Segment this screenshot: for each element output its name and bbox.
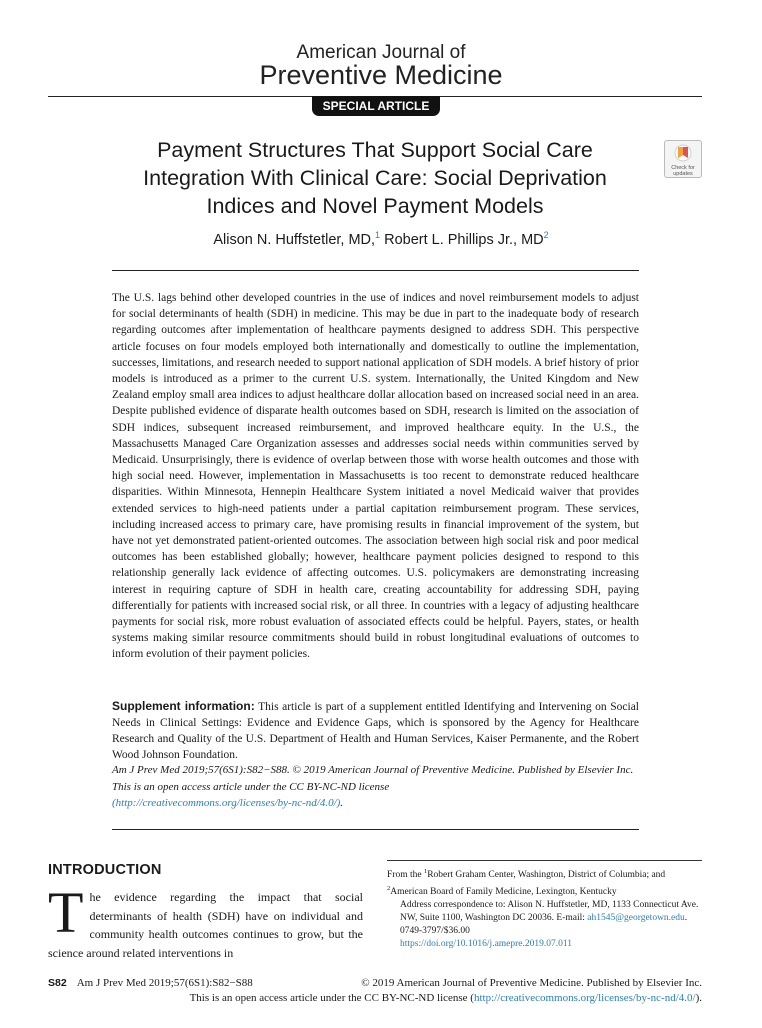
journal-name-line1: American Journal of [296, 42, 466, 63]
footer-license [48, 992, 702, 1004]
footer-citation: Am J Prev Med 2019;57(6S1):S82−S88 [76, 977, 253, 989]
introduction-heading: INTRODUCTION [48, 862, 162, 878]
correspondence [387, 899, 702, 925]
license-link[interactable]: (http://creativecommons.org/licenses/by-nc-nd/4.0/) [112, 797, 341, 809]
supplement-text: This article is part of a supplement entitled Identifying and Intervening on Social Needs in Clinical Settings: Evidence and Evidence Gaps, which is sponsored by the Agency for Healthcare Research and Quality of the U.S. Department of Health and Human Services, Kaiser Permanente, and the Robert Wood Johnson Foundation. [112, 701, 639, 761]
affiliation-rule [387, 860, 702, 861]
doi-link[interactable]: https://doi.org/10.1016/j.amepre.2019.07.011 [400, 939, 573, 950]
journal-name-line2: Preventive Medicine [259, 60, 503, 90]
citation-end: . [340, 797, 344, 809]
email-link[interactable]: ah1545@georgetown.edu [587, 913, 685, 924]
citation-text: Am J Prev Med 2019;57(6S1):S82−S88. © 2019 American Journal of Preventive Medicine. Published by Elsevier Inc. This is an open access article under the CC BY-NC-ND license [112, 764, 634, 793]
author-name: Robert L. Phillips Jr., MD [380, 231, 544, 248]
article-title: Payment Structures That Support Social Care Integration With Clinical Care: Social Deprivation Indices and Novel Payment Models [143, 138, 607, 218]
drop-cap: T [48, 880, 84, 945]
footer-license-link[interactable]: http://creativecommons.org/licenses/by-nc-nd/4.0/ [473, 992, 696, 1004]
author-list [0, 230, 762, 248]
abstract-text: The U.S. lags behind other developed countries in the use of indices and novel reimbursement models to adjust for social determinants of health (SDH) in medicine. This may be due in part to the inadequate body of research regarding outcomes after implementation of healthcare payments designed to address SDH. This perspective article focuses on four models employed both internationally and domestically to outline the implementation, successes, limitations, and research needed to support national application of SDH models. A brief history of prior models is introduced as a primer to the current U.S. system. Internationally, the United Kingdom and New Zealand employ small area indices to adjust healthcare dollar allocation based on increased social need in an area. Despite published evidence of disparate health outcomes based on SDH, research is limited on the association of SDH indices, subsequent increased reimbursement, and improved healthcare equity. In the U.S., the Massachusetts Managed Care Organization assesses and addresses social needs within communities served by Medicaid. Unsurprisingly, there is evidence of overlap between those with worse health outcomes and those with high social need. However, implementation in Massachusetts is too recent to demonstrate reduced healthcare disparities. Within Minnesota, Hennepin Healthcare System initiated a novel Medicaid waiver that provides extended services to high-need patients under a partial capitation reimbursement program. These services, including increased access to primary care, have promising results in financial improvement of the system, but have not yet demonstrated patient-oriented outcomes. The association between high social risk and poor medical outcomes has been established globally; however, healthcare payment policies designed to respond to this relationship generally lack evidence of affecting outcomes. U.S. policymakers are demonstrating increasing interest in requiring capture of SDH in health care, creating accountability for addressing SDH, paying differentially for patients with increased social risk, or all three. In countries with a legacy of adjusting healthcare payments for social risk, more robust evaluation of associated effects could be helpful. Payers, states, or health systems making similar resource commitments should build in robust longitudinal evaluations of outcomes to inform evolution of their payment policies. [112, 292, 639, 661]
abstract-top-rule [112, 270, 639, 271]
footer-license-end: ). [695, 992, 702, 1004]
footer-copyright: © 2019 American Journal of Preventive Medicine. Published by Elsevier Inc. [361, 977, 702, 989]
author-name: Alison N. Huffstetler, MD, [213, 231, 376, 248]
supplement-heading: Supplement information: [112, 699, 255, 713]
page-footer [48, 977, 702, 989]
affiliation-marker[interactable]: 1 [375, 230, 381, 240]
affiliation-2: American Board of Family Medicine, Lexington, Kentucky [390, 887, 617, 898]
issn: 0749-3797/$36.00 [400, 926, 470, 937]
bookmark-icon [665, 141, 701, 165]
affiliation-number: 2 [387, 885, 391, 893]
abstract-bottom-rule [112, 829, 639, 830]
affiliation-1: Robert Graham Center, Washington, District of Columbia; and [427, 870, 666, 881]
affiliation-prefix: From the [387, 870, 424, 881]
affiliation-number: 1 [423, 868, 428, 875]
introduction-text: he evidence regarding the impact that social determinants of health (SDH) have on individual and community health outcomes continues to grow, but the science around related interventions in [48, 890, 363, 960]
correspondence-end: . [684, 913, 688, 924]
check-for-updates-badge[interactable] [664, 140, 702, 178]
introduction-body [48, 880, 363, 962]
supplement-information [112, 698, 639, 763]
affiliations-block [387, 865, 702, 951]
article-type-badge: SPECIAL ARTICLE [312, 96, 440, 116]
correspondence-text: Address correspondence to: Alison N. Huffstetler, MD, 1133 Connecticut Ave. NW, Suite 1100, Washington DC 20036. E-mail: [400, 900, 699, 924]
affiliation-marker[interactable]: 2 [543, 230, 549, 240]
page-number: S82 [48, 977, 67, 989]
footer-license-text: This is an open access article under the CC BY-NC-ND license ( [189, 992, 474, 1004]
citation-block [112, 762, 639, 812]
check-for-updates-label: Check for updates [671, 165, 695, 177]
